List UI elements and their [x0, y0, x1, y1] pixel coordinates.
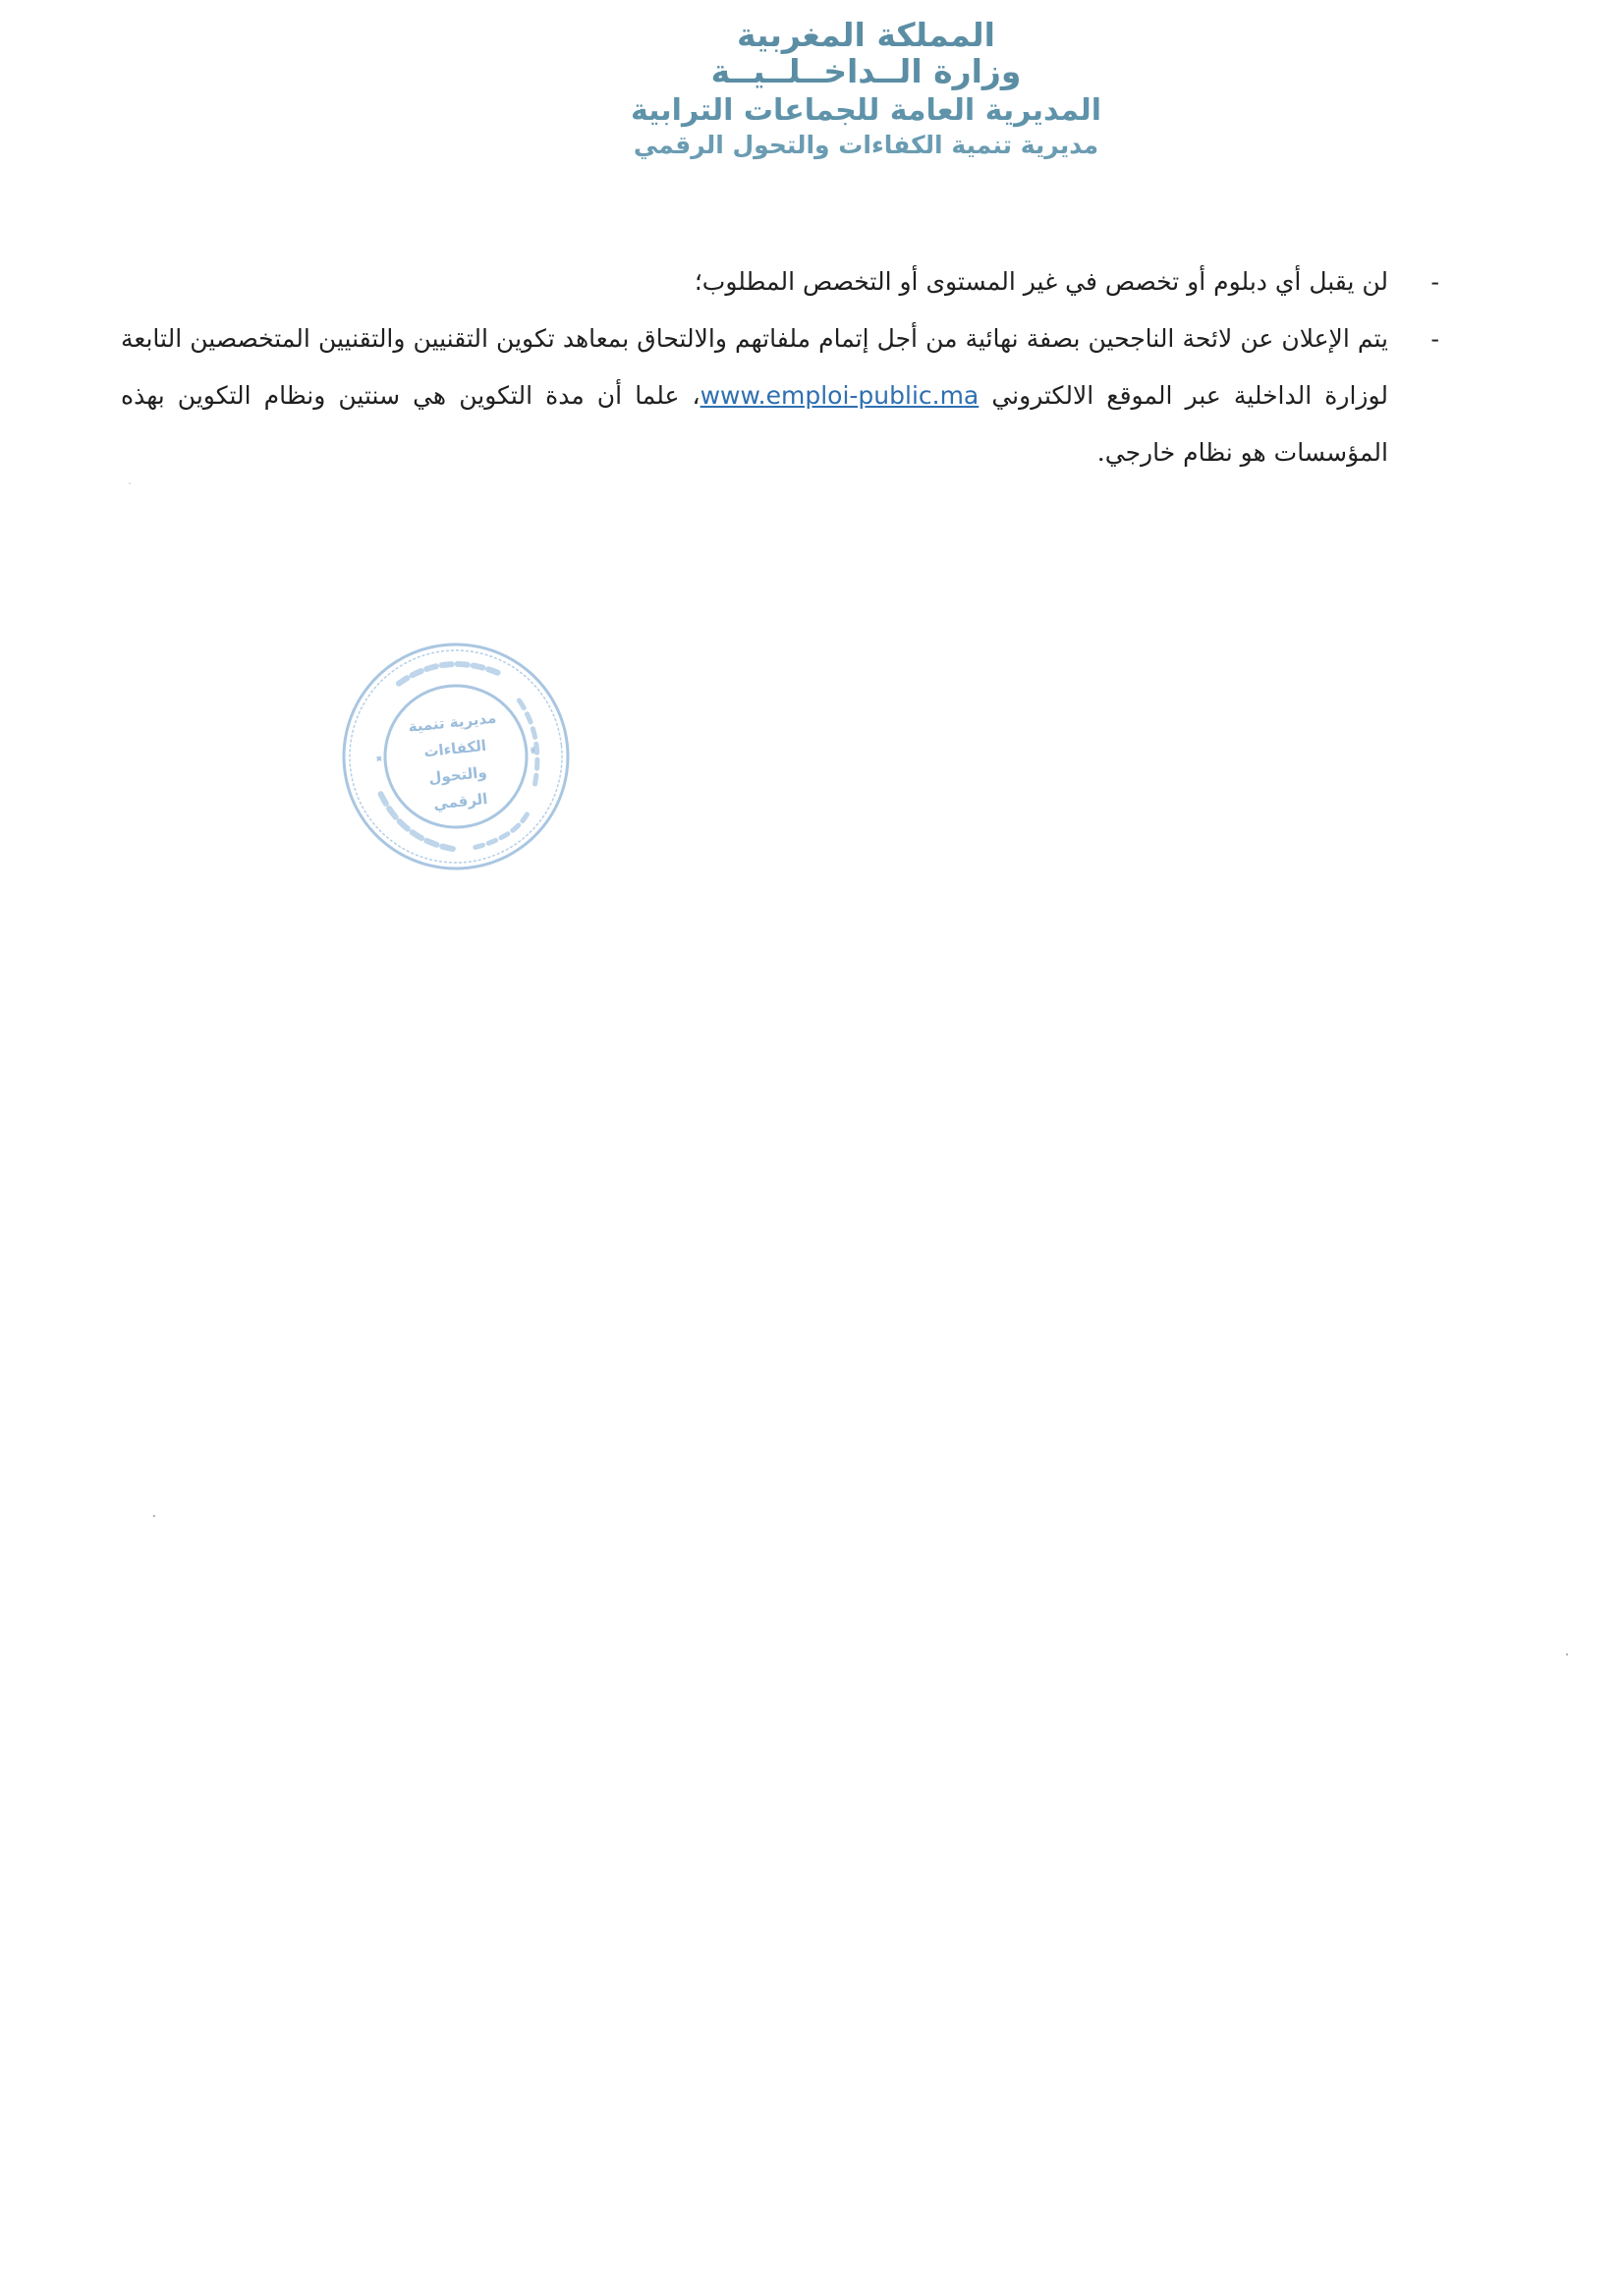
clause-results-announcement: [121, 310, 1439, 481]
bullet-dash: -: [1430, 268, 1439, 296]
document-body: [121, 253, 1439, 481]
scan-speck: [153, 1515, 155, 1517]
letterhead: [0, 18, 1624, 159]
letterhead-general-directorate: المديرية العامة للجماعات الترابية: [630, 92, 1102, 128]
scan-speck: [1566, 1653, 1568, 1655]
stamp-line: الكفاءات والتحول: [422, 736, 488, 787]
stamp-center-text: [392, 703, 521, 821]
clause-text-before-link: يتم الإعلان عن لائحة الناجحين بصفة نهائية من أجل إتمام ملفاتهم والالتحاق بمعاهد تكوين التقنيين والتقنيين المتخصصين التابعة لوزارة الداخلية عبر الموقع الالكتروني: [121, 324, 1388, 410]
stamp-line: الرقمي: [432, 789, 489, 813]
stamp-line: مديرية تنمية: [407, 708, 497, 736]
clause-text: لن يقبل أي دبلوم أو تخصص في غير المستوى أو التخصص المطلوب؛: [694, 267, 1388, 296]
letterhead-ministry: وزارة الــداخــلــيــة: [710, 51, 1022, 90]
scan-speck: [129, 482, 131, 484]
clause-diploma-requirement: [121, 253, 1439, 310]
letterhead-division: مديرية تنمية الكفاءات والتحول الرقمي: [633, 130, 1099, 159]
official-stamp: [326, 627, 586, 886]
bullet-dash: -: [1430, 325, 1439, 353]
clause-text-after-link: ، علما أن مدة التكوين هي سنتين ونظام التكوين بهذه المؤسسات هو نظام خارجي.: [121, 381, 1388, 467]
emploi-public-link[interactable]: www.emploi-public.ma: [700, 381, 980, 410]
letterhead-kingdom: المملكة المغربية: [737, 16, 995, 54]
